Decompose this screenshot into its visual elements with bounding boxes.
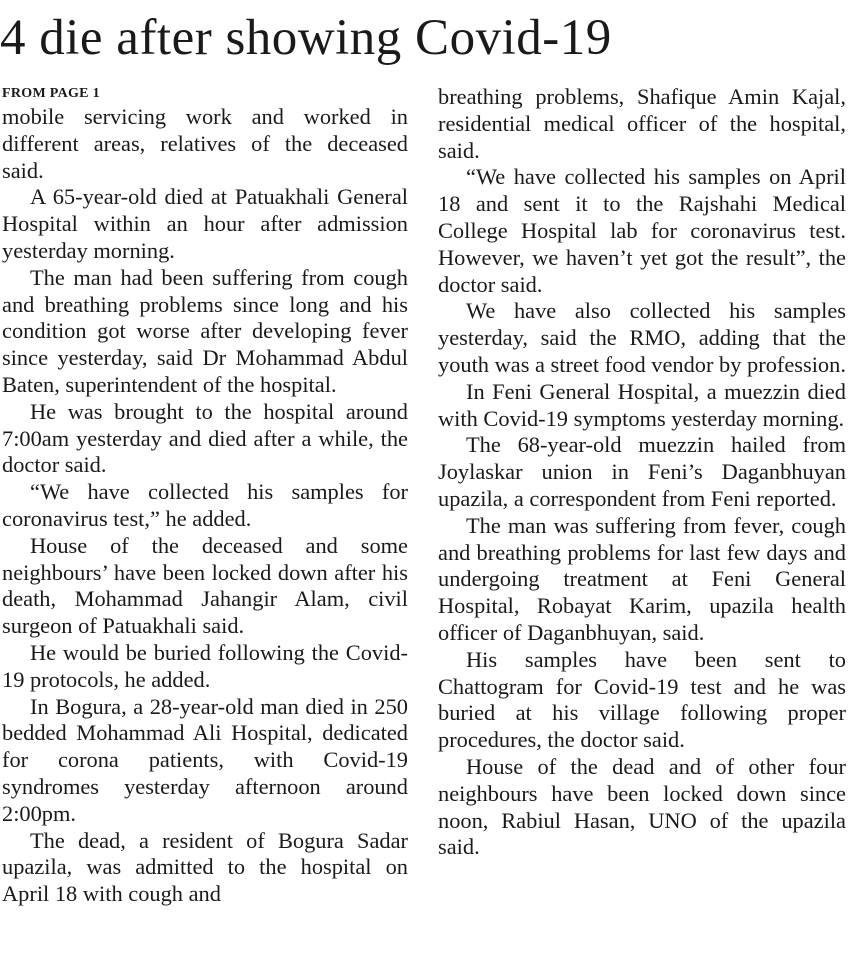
article-paragraph: A 65-year-old died at Patuakhali General Hospital within an hour after admission yesterday morning. [2, 184, 408, 263]
article-paragraph: mobile servicing work and worked in different areas, relatives of the deceased said. [2, 104, 408, 183]
continuation-label: FROM PAGE 1 [2, 86, 100, 101]
article-paragraph: House of the deceased and some neighbours’ have been locked down after his death, Mohammad Jahangir Alam, civil surgeon of Patuakhali said. [2, 532, 408, 639]
article-paragraph: “We have collected his samples for coronavirus test,” he added. [2, 479, 408, 531]
left-paragraphs [2, 104, 408, 908]
article-paragraph: House of the dead and of other four neighbours have been locked down since noon, Rabiul Hasan, UNO of the upazila said. [438, 753, 846, 860]
article-paragraph: The 68-year-old muezzin hailed from Joylaskar union in Feni’s Daganbhuyan upazila, a correspondent from Feni reported. [438, 432, 846, 511]
article-paragraph: He would be buried following the Covid-19 protocols, he added. [2, 639, 408, 692]
article-paragraph: We have also collected his samples yesterday, said the RMO, adding that the youth was a street food vendor by profession. [438, 298, 846, 377]
article-paragraph: The dead, a resident of Bogura Sadar upazila, was admitted to the hospital on April 18 with cough and [2, 827, 408, 907]
headline: 4 die after showing Covid-19 [0, 10, 612, 66]
article-paragraph: The man was suffering from fever, cough and breathing problems for last few days and undergoing treatment at Feni General Hospital, Robayat Karim, upazila health officer of Daganbhuyan, said. [438, 512, 846, 645]
article-paragraph: “We have collected his samples on April 18 and sent it to the Rajshahi Medical College Hospital lab for coronavirus test. However, we haven’t yet got the result”, the doctor said. [438, 164, 846, 297]
left-column [2, 84, 408, 908]
right-paragraphs [438, 84, 846, 861]
article-paragraph: His samples have been sent to Chattogram for Covid-19 test and he was buried at his village following proper procedures, the doctor said. [438, 646, 846, 753]
article-paragraph: He was brought to the hospital around 7:00am yesterday and died after a while, the doctor said. [2, 398, 408, 478]
right-column [438, 84, 846, 861]
article-paragraph: breathing problems, Shafique Amin Kajal, residential medical officer of the hospital, said. [438, 84, 846, 163]
article-paragraph: The man had been suffering from cough and breathing problems since long and his condition got worse after developing fever since yesterday, said Dr Mohammad Abdul Baten, superintendent of the hospital. [2, 264, 408, 397]
article-paragraph: In Bogura, a 28-year-old man died in 250 bedded Mohammad Ali Hospital, dedicated for corona patients, with Covid-19 syndromes yesterday afternoon around 2:00pm. [2, 693, 408, 826]
article-paragraph: In Feni General Hospital, a muezzin died with Covid-19 symptoms yesterday morning. [438, 378, 846, 431]
